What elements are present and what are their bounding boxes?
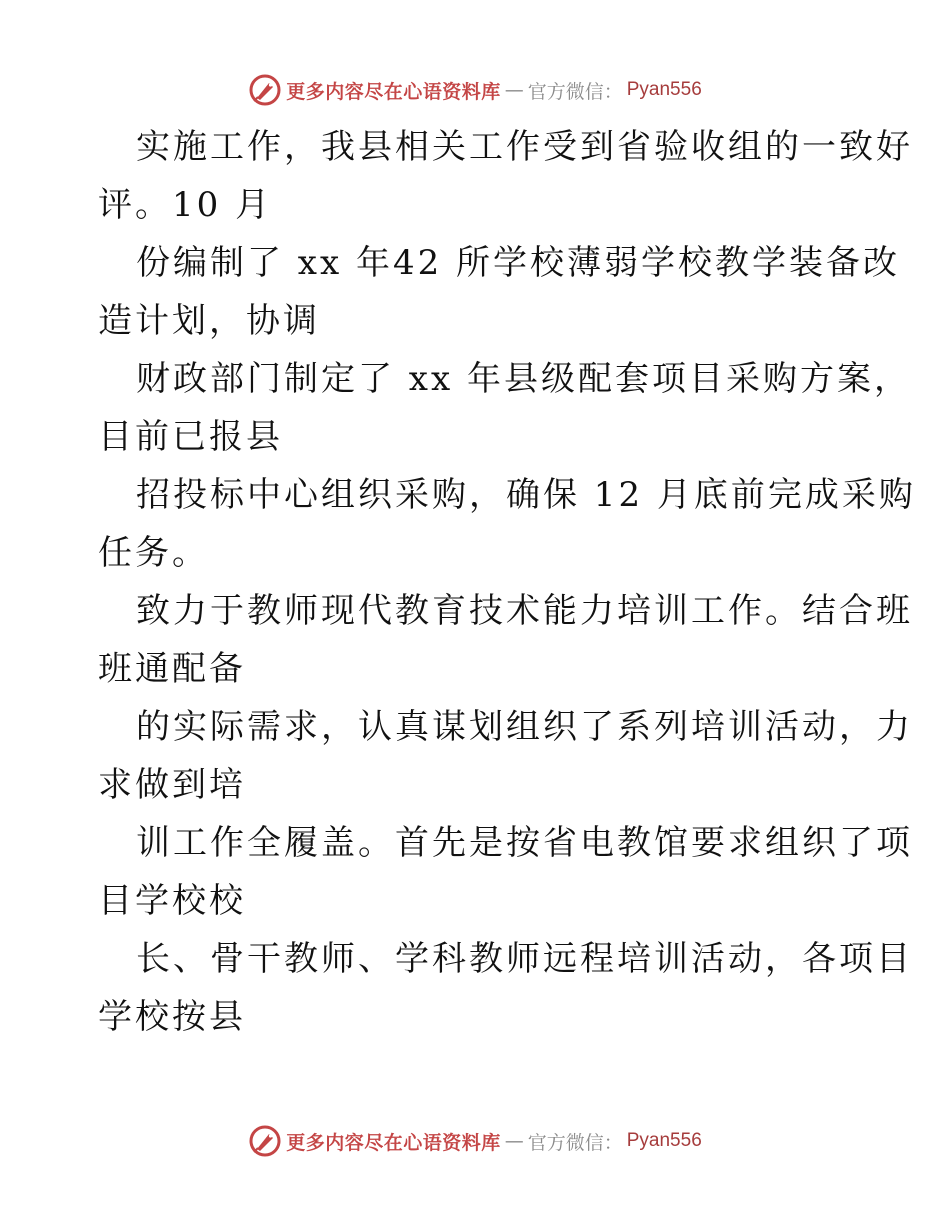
text-line: 长、骨干教师、学科教师远程培训活动，各项目: [136, 939, 913, 979]
text-line: 任务。: [98, 533, 209, 573]
text-line: 财政部门制定了 xx 年县级配套项目采购方案，: [136, 359, 911, 399]
text-line: 目学校校: [98, 881, 246, 921]
text-line: 求做到培: [98, 765, 246, 805]
text-line: 造计划，协调: [98, 301, 320, 341]
watermark-dash: —: [504, 79, 524, 101]
text-line: 学校按县: [98, 997, 246, 1037]
pen-nib-logo-icon: [248, 73, 282, 107]
text-line: 目前已报县: [98, 417, 283, 457]
watermark-handle: Pyan556: [626, 1130, 702, 1151]
watermark-group: [248, 1124, 702, 1158]
footer-watermark: [0, 1121, 950, 1161]
watermark-main-text: 更多内容尽在心语资料库: [286, 1131, 501, 1154]
watermark-group: [248, 73, 702, 107]
text-line: 致力于教师现代教育技术能力培训工作。结合班: [136, 591, 913, 631]
watermark-main-text: 更多内容尽在心语资料库: [286, 80, 501, 103]
watermark-dash: —: [504, 1130, 524, 1152]
text-line: 份编制了 xx 年42 所学校薄弱学校教学装备改: [136, 243, 901, 283]
text-line: 训工作全履盖。首先是按省电教馆要求组织了项: [136, 823, 913, 863]
watermark-sub-text: 官方微信：: [527, 1131, 623, 1154]
header-watermark: [0, 70, 950, 110]
text-line: 评。10 月: [98, 185, 273, 225]
text-line: 招投标中心组织采购，确保 12 月底前完成采购: [136, 475, 916, 515]
document-body: [98, 118, 916, 1046]
pen-nib-logo-icon: [248, 1124, 282, 1158]
text-line: 的实际需求，认真谋划组织了系列培训活动，力: [136, 707, 913, 747]
watermark-handle: Pyan556: [626, 79, 702, 100]
watermark-sub-text: 官方微信：: [527, 80, 623, 103]
text-line: 实施工作，我县相关工作受到省验收组的一致好: [136, 127, 913, 167]
text-line: 班通配备: [98, 649, 246, 689]
